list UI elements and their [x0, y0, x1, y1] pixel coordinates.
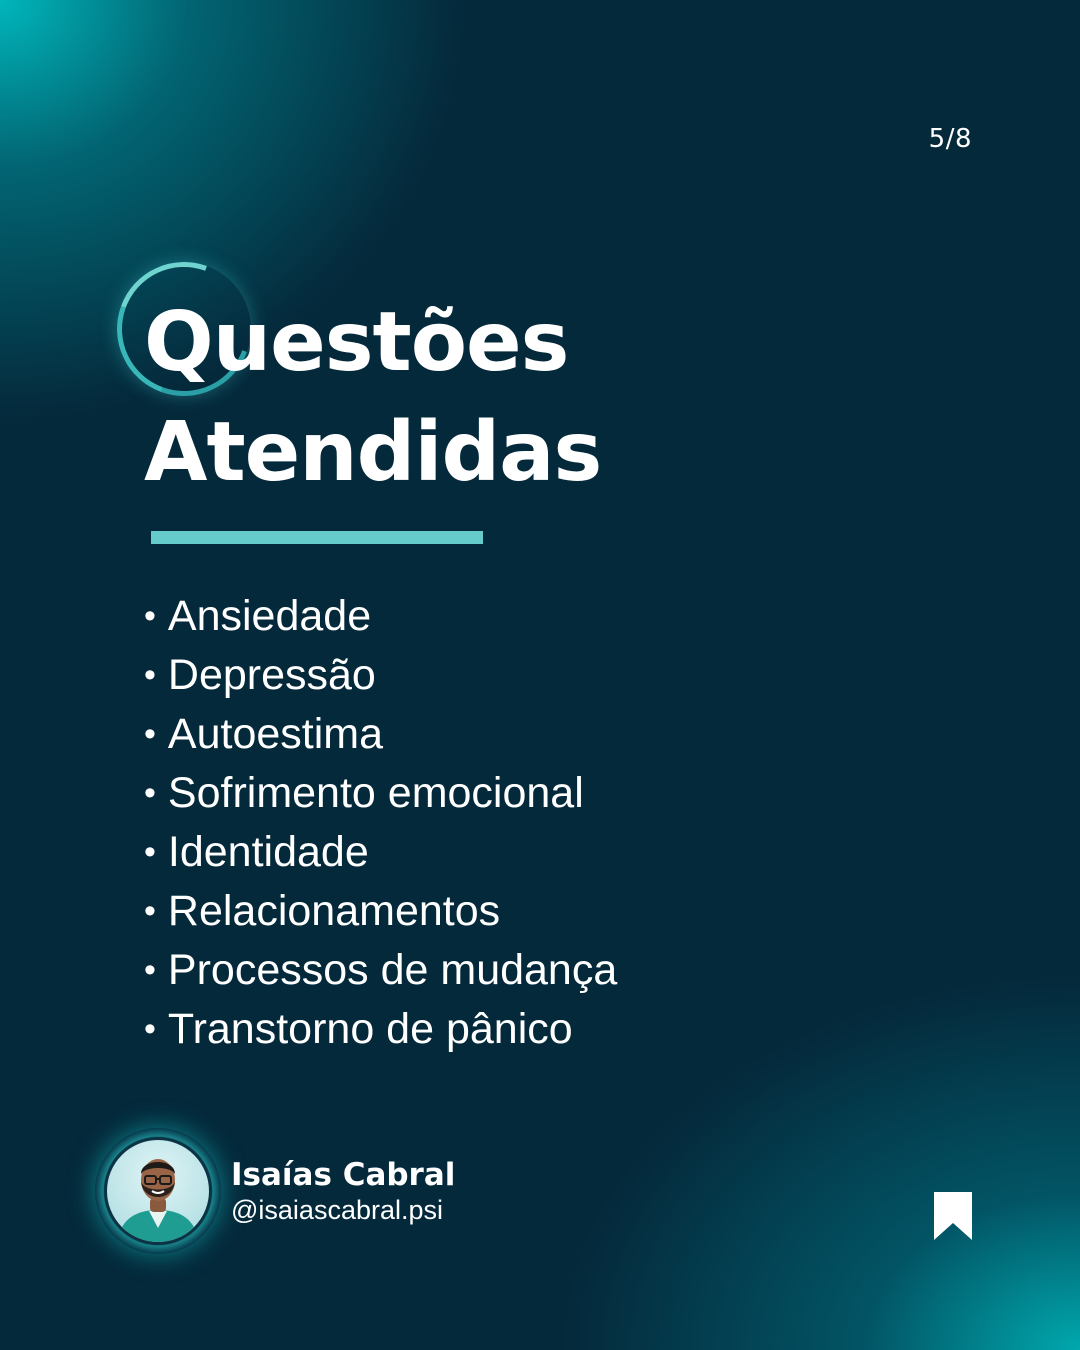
- topic-item: • Identidade: [144, 823, 617, 882]
- topic-item: • Sofrimento emocional: [144, 764, 617, 823]
- topic-item: • Processos de mudança: [144, 941, 617, 1000]
- topic-item: • Ansiedade: [144, 587, 617, 646]
- topic-item: • Autoestima: [144, 705, 617, 764]
- topic-item: • Relacionamentos: [144, 882, 617, 941]
- bookmark-icon[interactable]: [932, 1190, 974, 1242]
- author-handle[interactable]: @isaiascabral.psi: [231, 1195, 443, 1225]
- title-line-2: Atendidas: [144, 405, 602, 500]
- profile-photo-illustration: [107, 1140, 209, 1242]
- author-name: Isaías Cabral: [231, 1157, 456, 1193]
- topic-item: • Depressão: [144, 646, 617, 705]
- title-line-1: Questões: [144, 295, 569, 390]
- page-counter: 5/8: [928, 124, 972, 154]
- topic-item: • Transtorno de pânico: [144, 1000, 617, 1059]
- title-underline: [151, 531, 483, 544]
- avatar[interactable]: [104, 1137, 212, 1245]
- topics-list: [144, 587, 617, 1059]
- avatar-glow: [95, 1128, 221, 1254]
- page-title: [144, 288, 601, 508]
